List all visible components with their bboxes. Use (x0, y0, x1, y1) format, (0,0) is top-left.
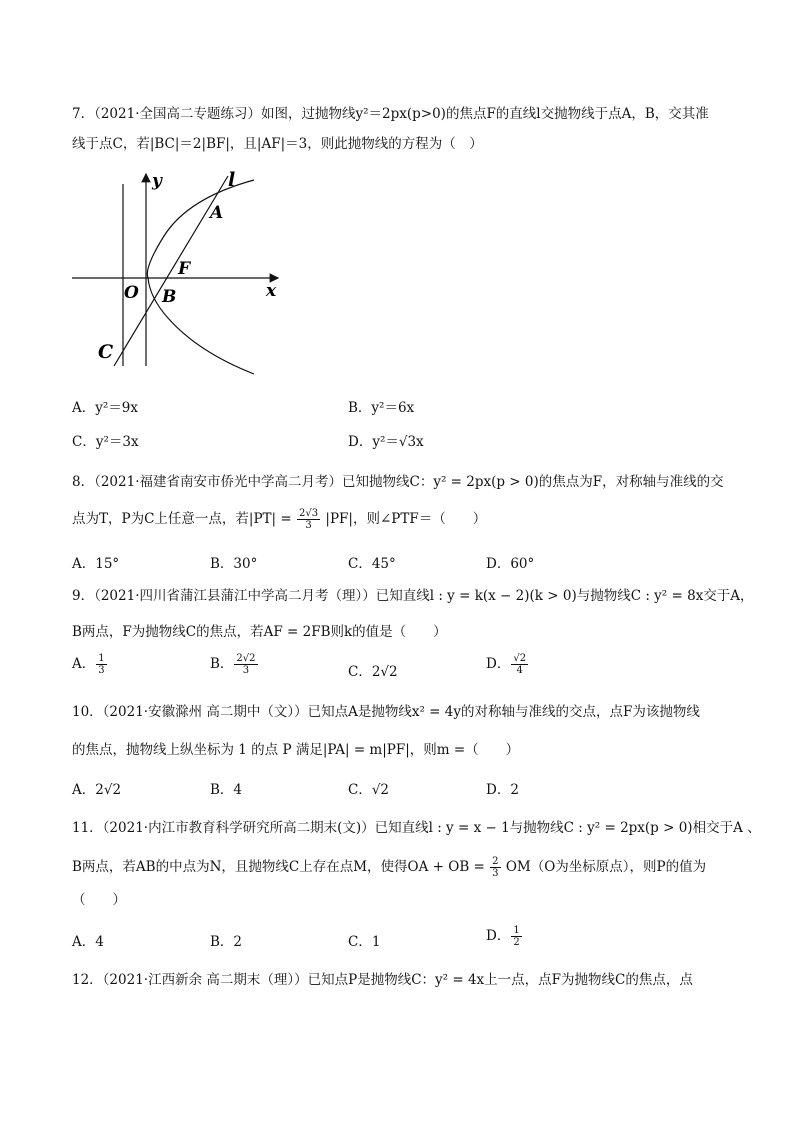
label-C: C (98, 341, 114, 363)
q9-option-c[interactable]: C．2√2 (348, 664, 398, 680)
q7-option-c[interactable]: C．y²＝3x (72, 434, 139, 450)
question-10-line-2 (72, 740, 726, 760)
q8-fraction: $\frac{2√3}{3}$ (299, 508, 319, 531)
q11-option-d[interactable]: D． $\frac{1}{2}$ (486, 925, 520, 948)
question-8-line-2 (72, 508, 726, 531)
q8-option-b[interactable]: B．30° (210, 556, 258, 572)
q8-line-2-post: |PF|，则∠PTF＝（ ） (325, 511, 487, 527)
q10-line-1: 10．（2021·安徽滁州 高二期中（文））已知点A是抛物线x² = 4y的对称轴与准线的交点，点F为该抛物线 (72, 704, 700, 720)
question-7 (72, 104, 726, 124)
q11-option-a[interactable]: A．4 (72, 934, 104, 950)
q10-option-d[interactable]: D．2 (486, 782, 519, 798)
q11-option-c[interactable]: C．1 (348, 934, 381, 950)
q7-option-b[interactable]: B．y²＝6x (348, 400, 415, 416)
q9-option-a[interactable]: A． $\frac{1}{3}$ (72, 653, 105, 676)
parabola-curve (147, 180, 254, 374)
question-11-line-2 (72, 856, 726, 879)
q9-option-b[interactable]: B． $\frac{2√2}{3}$ (210, 653, 256, 676)
question-7-line-2 (72, 134, 726, 154)
label-F: F (178, 259, 191, 279)
q7-line-1: 7．（2021·全国高二专题练习）如图，过抛物线y²＝2px(p>0)的焦点F的直线l交抛物线于点A，B，交其准 (72, 106, 709, 122)
q9-line-2: B两点，F为抛物线C的焦点，若AF = 2FB则k的值是（ ） (72, 624, 447, 640)
question-12 (72, 970, 726, 990)
q8-option-c[interactable]: C．45° (348, 556, 396, 572)
q12-line-1: 12．（2021·江西新余 高二期末（理））已知点P是抛物线C：y² = 4x上一点，点F为抛物线C的焦点，点 (72, 972, 693, 988)
q10-option-c[interactable]: C．√2 (348, 782, 390, 798)
label-B: B (162, 287, 177, 307)
question-11-line-3 (72, 890, 726, 910)
q7-line-2: 线于点C，若|BC|＝2|BF|，且|AF|＝3，则此抛物线的方程为（ ） (72, 136, 483, 152)
question-9 (72, 586, 754, 606)
q10-option-a[interactable]: A．2√2 (72, 782, 122, 798)
q7-option-d[interactable]: D．y²＝√3x (348, 434, 424, 450)
label-x: x (266, 281, 277, 301)
q10-line-2: 的焦点，抛物线上纵坐标为 1 的点 P 满足|PA| = m|PF|，则m =（ ） (72, 742, 520, 758)
q11-line-2-pre: B两点，若AB的中点为N，且抛物线C上存在点M，使得OA + OB = (72, 859, 485, 875)
q9-option-d[interactable]: D． $\frac{√2}{4}$ (486, 653, 527, 676)
question-11 (72, 818, 761, 838)
question-8 (72, 472, 726, 492)
q11-line-1: 11．（2021·内江市教育科学研究所高二期末(文)）已知直线l : y = x − 1与抛物线C : y² = 2px(p > 0)相交于A 、 (72, 820, 761, 836)
question-9-line-2 (72, 622, 726, 642)
q11-fraction: $\frac{2}{3}$ (492, 856, 499, 879)
label-A: A (210, 203, 224, 223)
question-10 (72, 702, 726, 722)
label-l: l (228, 169, 236, 191)
q11-option-b[interactable]: B．2 (210, 934, 243, 950)
label-y: y (152, 171, 162, 191)
q10-option-b[interactable]: B．4 (210, 782, 243, 798)
q8-option-a[interactable]: A．15° (72, 556, 120, 572)
q11-line-3: （ ） (72, 892, 126, 908)
q7-option-a[interactable]: A．y²＝9x (72, 400, 138, 416)
q8-option-d[interactable]: D．60° (486, 556, 535, 572)
label-O: O (124, 283, 139, 303)
q9-line-1: 9．（2021·四川省蒲江县蒲江中学高二月考（理））已知直线l : y = k(x − 2)(k > 0)与抛物线C : y² = 8x交于A， (72, 588, 754, 604)
q11-line-2-post: OM（O为坐标原点），则P的值为 (505, 859, 707, 875)
parabola-figure (68, 166, 288, 376)
q8-line-2-pre: 点为T，P为C上任意一点，若|PT| = (72, 511, 292, 527)
q8-line-1: 8．（2021·福建省南安市侨光中学高二月考）已知抛物线C：y² = 2px(p > 0)的焦点为F，对称轴与准线的交 (72, 474, 724, 490)
